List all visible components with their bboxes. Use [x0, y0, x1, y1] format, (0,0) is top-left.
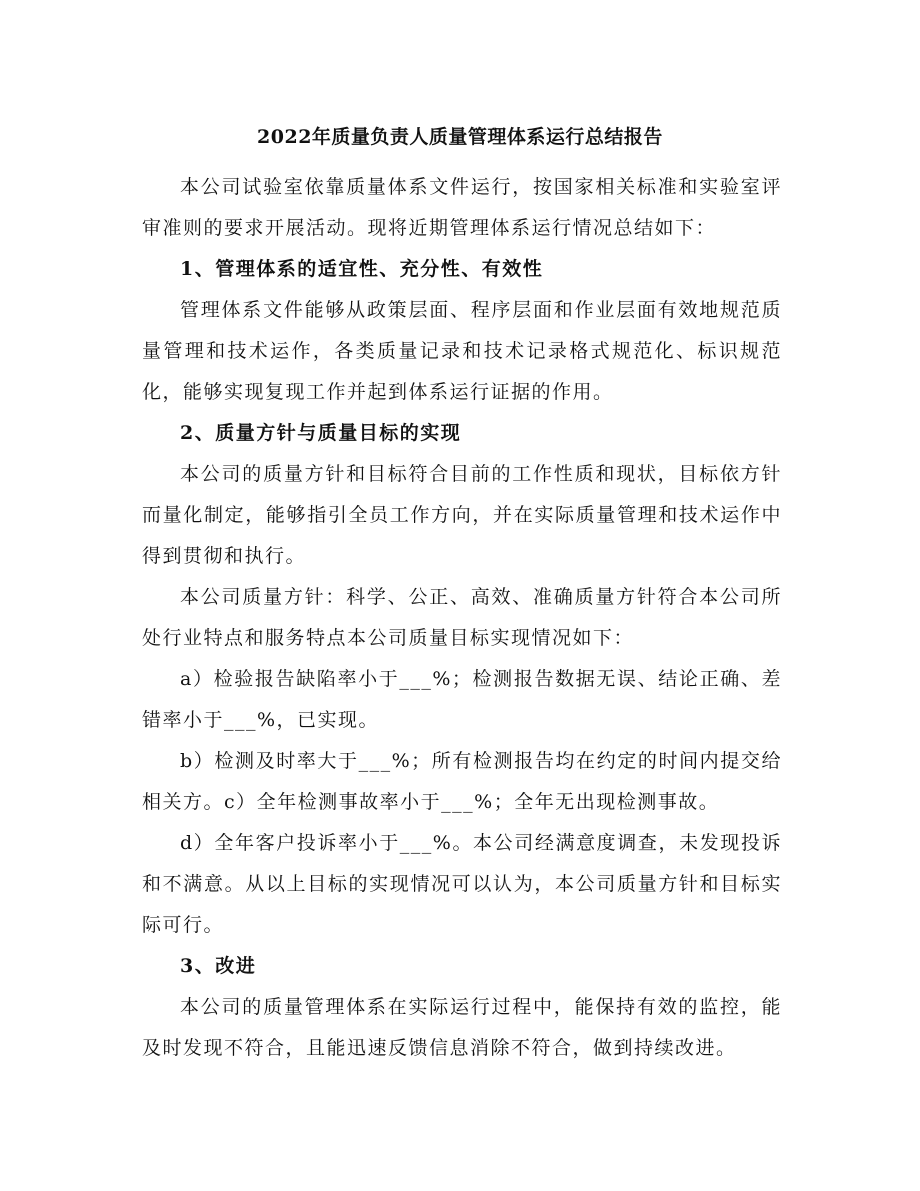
- section-1-body: 管理体系文件能够从政策层面、程序层面和作业层面有效地规范质量管理和技术运作，各类质量记录和技术记录格式规范化、标识规范化，能够实现复现工作并起到体系运行证据的作用。: [142, 299, 782, 403]
- page-title: 2022年质量负责人质量管理体系运行总结报告: [257, 126, 663, 148]
- goal-item-b: b）检测及时率大于___%；所有检测报告均在约定的时间内提交给相关方。c）全年检测事故率小于___%；全年无出现检测事故。: [142, 750, 782, 813]
- section-2-heading: 2、质量方针与质量目标的实现: [180, 422, 462, 444]
- goal-item-d: d）全年客户投诉率小于___%。本公司经满意度调查，未发现投诉和不满意。从以上目标的实现情况可以认为，本公司质量方针和目标实际可行。: [142, 832, 782, 936]
- section-3-heading: 3、改进: [180, 955, 257, 977]
- section-2-body-1: 本公司的质量方针和目标符合目前的工作性质和现状，目标依方针而量化制定，能够指引全员工作方向，并在实际质量管理和技术运作中得到贯彻和执行。: [142, 463, 782, 567]
- section-3-body: 本公司的质量管理体系在实际运行过程中，能保持有效的监控，能及时发现不符合，且能迅速反馈信息消除不符合，做到持续改进。: [142, 996, 782, 1059]
- section-1-heading: 1、管理体系的适宜性、充分性、有效性: [180, 258, 544, 280]
- section-2-body-2: 本公司质量方针：科学、公正、高效、准确质量方针符合本公司所处行业特点和服务特点本公司质量目标实现情况如下：: [142, 586, 782, 649]
- goal-item-a: a）检验报告缺陷率小于___%；检测报告数据无误、结论正确、差错率小于___%，已实现。: [142, 668, 782, 731]
- intro-paragraph: 本公司试验室依靠质量体系文件运行，按国家相关标准和实验室评审准则的要求开展活动。现将近期管理体系运行情况总结如下：: [142, 176, 782, 239]
